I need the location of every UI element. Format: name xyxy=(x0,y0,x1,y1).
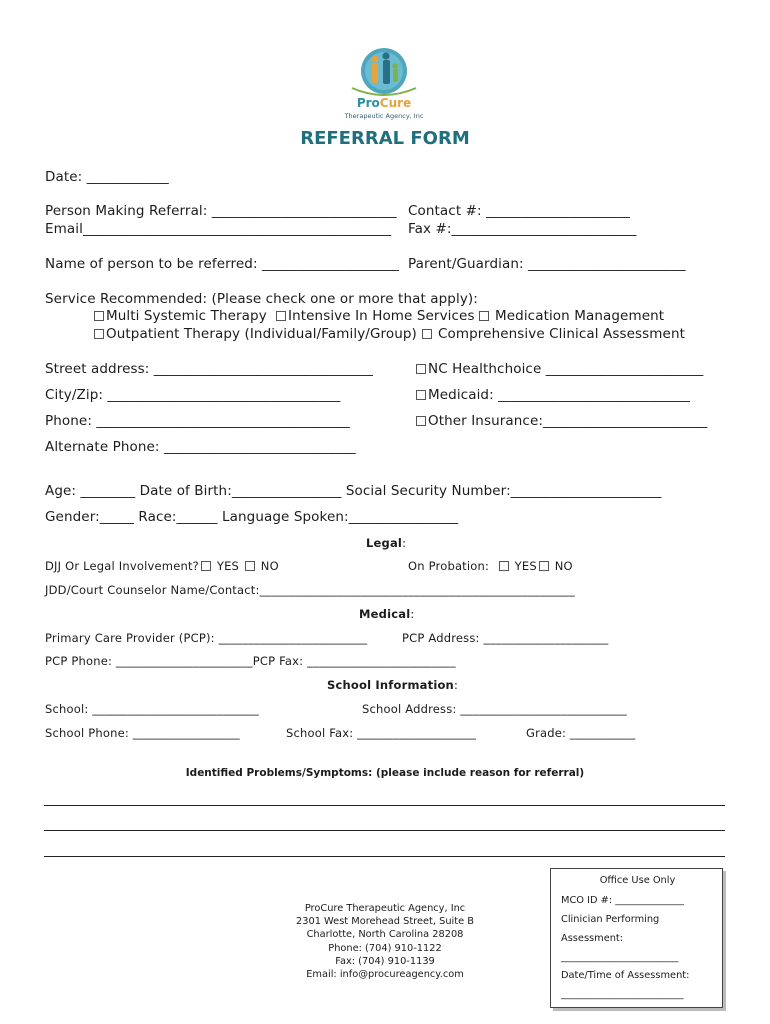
referred-person-field[interactable]: Name of person to be referred: ____________________ xyxy=(45,256,399,272)
pcp-address-field[interactable]: PCP Address: _____________________ xyxy=(402,631,609,645)
problems-line-2[interactable] xyxy=(44,830,725,831)
assessment-label: Assessment: xyxy=(561,933,624,944)
problems-heading: Identified Problems/Symptoms: (please include reason for referral) xyxy=(185,767,585,779)
service-iihs[interactable] xyxy=(274,308,475,324)
nc-healthchoice-option[interactable] xyxy=(414,361,703,377)
address-email: Email: info@procureagency.com xyxy=(306,969,464,981)
other-insurance-label: Other Insurance:________________________ xyxy=(428,413,708,429)
service-op-label: Outpatient Therapy (Individual/Family/Group) xyxy=(106,326,417,342)
parent-guardian-field[interactable]: Parent/Guardian: _______________________ xyxy=(408,256,686,272)
other-insurance-option[interactable] xyxy=(414,413,707,429)
office-use-box xyxy=(550,868,723,1008)
pcp-phone-fax-row[interactable]: PCP Phone: _______________________PCP Fax: _________________________ xyxy=(45,654,456,668)
city-zip-field[interactable]: City/Zip: __________________________________ xyxy=(45,387,341,403)
address-line: Charlotte, North Carolina 28208 xyxy=(306,929,464,941)
problems-line-3[interactable] xyxy=(44,856,725,857)
checkbox[interactable] xyxy=(94,329,104,339)
procure-logo xyxy=(342,46,426,124)
address-phone: Phone: (704) 910-1122 xyxy=(328,942,442,954)
djj-no-label: NO xyxy=(260,559,279,573)
fax-field[interactable]: Fax #:___________________________ xyxy=(408,221,637,237)
person-making-referral-field[interactable]: Person Making Referral: ___________________________ xyxy=(45,203,397,219)
djj-row xyxy=(45,559,279,573)
nc-healthchoice-label: NC Healthchoice _______________________ xyxy=(428,361,704,377)
contact-field[interactable]: Contact #: _____________________ xyxy=(408,203,630,219)
date-field[interactable]: Date: ____________ xyxy=(45,169,169,185)
service-mst[interactable] xyxy=(92,308,267,324)
probation-no-checkbox[interactable] xyxy=(539,561,549,571)
school-fax-field[interactable]: School Fax: ____________________ xyxy=(286,726,477,740)
court-counselor-field[interactable]: JDD/Court Counselor Name/Contact:_____________________________________________________ xyxy=(45,583,575,597)
checkbox[interactable] xyxy=(94,311,104,321)
logo-pro: Pro xyxy=(356,96,380,110)
logo-cure: Cure xyxy=(379,96,412,110)
service-op[interactable] xyxy=(92,326,417,342)
clinician-label: Clinician Performing xyxy=(561,914,660,925)
probation-yes-checkbox[interactable] xyxy=(499,561,509,571)
medical-heading: Medical: xyxy=(359,607,415,621)
checkbox[interactable] xyxy=(416,364,426,374)
street-address-field[interactable]: Street address: ________________________________ xyxy=(45,361,373,377)
datetime-field[interactable]: _________________________ xyxy=(561,989,684,1000)
agency-address xyxy=(250,902,520,981)
mco-id-field[interactable]: MCO ID #: ______________ xyxy=(561,895,684,906)
checkbox[interactable] xyxy=(276,311,286,321)
probation-row xyxy=(408,559,573,573)
school-field[interactable]: School: ____________________________ xyxy=(45,702,259,716)
checkbox[interactable] xyxy=(416,416,426,426)
djj-yes-checkbox[interactable] xyxy=(201,561,211,571)
probation-label: On Probation: xyxy=(408,559,490,573)
service-med-label: Medication Management xyxy=(495,308,665,324)
problems-line-1[interactable] xyxy=(44,805,725,806)
service-med[interactable] xyxy=(477,308,664,324)
logo-subtitle: Therapeutic Agency, Inc xyxy=(344,112,424,120)
probation-no-label: NO xyxy=(554,559,573,573)
service-iihs-label: Intensive In Home Services xyxy=(288,308,475,324)
service-cca-label: Comprehensive Clinical Assessment xyxy=(438,326,686,342)
checkbox[interactable] xyxy=(416,390,426,400)
checkbox[interactable] xyxy=(479,311,489,321)
medicaid-label: Medicaid: ____________________________ xyxy=(428,387,690,403)
alternate-phone-field[interactable]: Alternate Phone: ____________________________ xyxy=(45,439,356,455)
school-heading: School Information: xyxy=(327,678,459,692)
medicaid-option[interactable] xyxy=(414,387,690,403)
service-heading: Service Recommended: (Please check one or more that apply): xyxy=(45,291,478,307)
office-use-title: Office Use Only xyxy=(599,875,676,886)
clinician-field[interactable]: ________________________ xyxy=(561,952,679,963)
grade-field[interactable]: Grade: ___________ xyxy=(526,726,636,740)
school-address-field[interactable]: School Address: ____________________________ xyxy=(362,702,627,716)
datetime-label: Date/Time of Assessment: xyxy=(561,970,690,981)
address-line: 2301 West Morehead Street, Suite B xyxy=(296,916,474,928)
address-line: ProCure Therapeutic Agency, Inc xyxy=(304,903,466,914)
school-phone-field[interactable]: School Phone: __________________ xyxy=(45,726,240,740)
gender-race-language-row[interactable]: Gender:_____ Race:______ Language Spoken:________________ xyxy=(45,509,459,525)
address-fax: Fax: (704) 910-1139 xyxy=(335,955,435,967)
page-title: REFERRAL FORM xyxy=(300,128,470,149)
phone-field[interactable]: Phone: _____________________________________ xyxy=(45,413,350,429)
djj-yes-label: YES xyxy=(216,559,240,573)
djj-no-checkbox[interactable] xyxy=(245,561,255,571)
service-mst-label: Multi Systemic Therapy xyxy=(106,308,267,324)
checkbox[interactable] xyxy=(422,329,432,339)
service-cca[interactable] xyxy=(420,326,685,342)
djj-label: DJJ Or Legal Involvement? xyxy=(45,559,199,573)
email-field[interactable]: Email_____________________________________________ xyxy=(45,221,392,237)
legal-heading: Legal: xyxy=(366,536,407,550)
age-dob-ssn-row[interactable]: Age: ________ Date of Birth:________________ Social Security Number:______________________ xyxy=(45,483,662,499)
probation-yes-label: YES xyxy=(514,559,537,573)
pcp-field[interactable]: Primary Care Provider (PCP): _________________________ xyxy=(45,631,368,645)
